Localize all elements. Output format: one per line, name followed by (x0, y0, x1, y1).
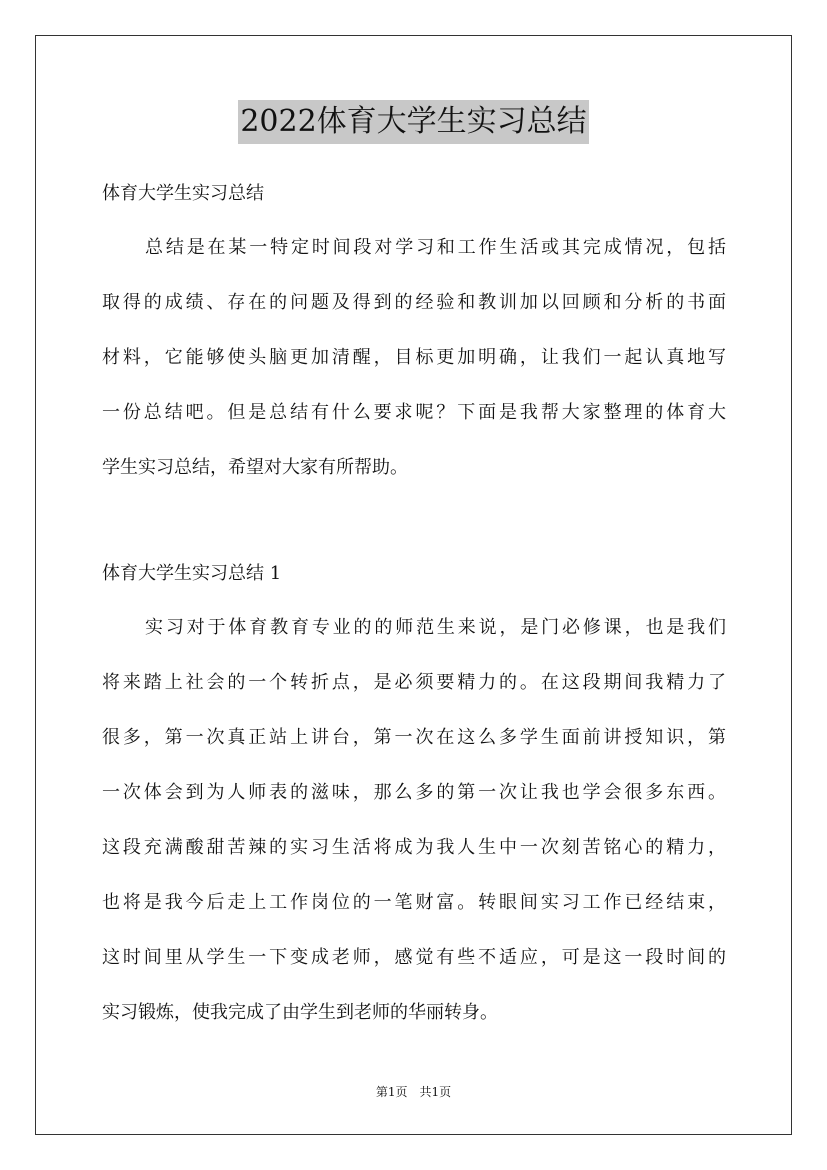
paragraph-line: 将来踏上社会的一个转折点，是必须要精力的。在这段期间我精力了 (102, 672, 726, 693)
paragraph-line: 实习对于体育教育专业的的师范生来说，是门必修课，也是我们 (145, 617, 726, 638)
section-1-paragraph (102, 616, 726, 1056)
section-1-heading: 体育大学生实习总结 1 (102, 563, 282, 584)
paragraph-line: 总结是在某一特定时间段对学习和工作生活或其完成情况，包括 (145, 237, 726, 258)
paragraph-line: 实习锻炼，使我完成了由学生到老师的华丽转身。 (102, 1002, 498, 1023)
paragraph-line: 这时间里从学生一下变成老师，感觉有些不适应，可是这一段时间的 (102, 947, 726, 968)
paragraph-line: 也将是我今后走上工作岗位的一笔财富。转眼间实习工作已经结束， (102, 892, 726, 913)
paragraph-line: 材料，它能够使头脑更加清醒，目标更加明确，让我们一起认真地写 (102, 347, 726, 368)
title-container (0, 100, 827, 144)
paragraph-line: 一份总结吧。但是总结有什么要求呢？下面是我帮大家整理的体育大 (102, 402, 726, 423)
paragraph-line: 取得的成绩、存在的问题及得到的经验和教训加以回顾和分析的书面 (102, 292, 726, 313)
paragraph-line: 一次体会到为人师表的滋味，那么多的第一次让我也学会很多东西。 (102, 782, 726, 803)
intro-heading: 体育大学生实习总结 (102, 183, 264, 204)
paragraph-line: 很多，第一次真正站上讲台，第一次在这么多学生面前讲授知识，第 (102, 727, 726, 748)
paragraph-line: 这段充满酸甜苦辣的实习生活将成为我人生中一次刻苦铭心的精力， (102, 837, 726, 858)
intro-paragraph (102, 236, 726, 511)
document-title: 2022体育大学生实习总结 (238, 100, 588, 144)
page-footer: 第1页 共1页 (375, 1085, 452, 1099)
paragraph-line: 学生实习总结，希望对大家有所帮助。 (102, 457, 408, 478)
